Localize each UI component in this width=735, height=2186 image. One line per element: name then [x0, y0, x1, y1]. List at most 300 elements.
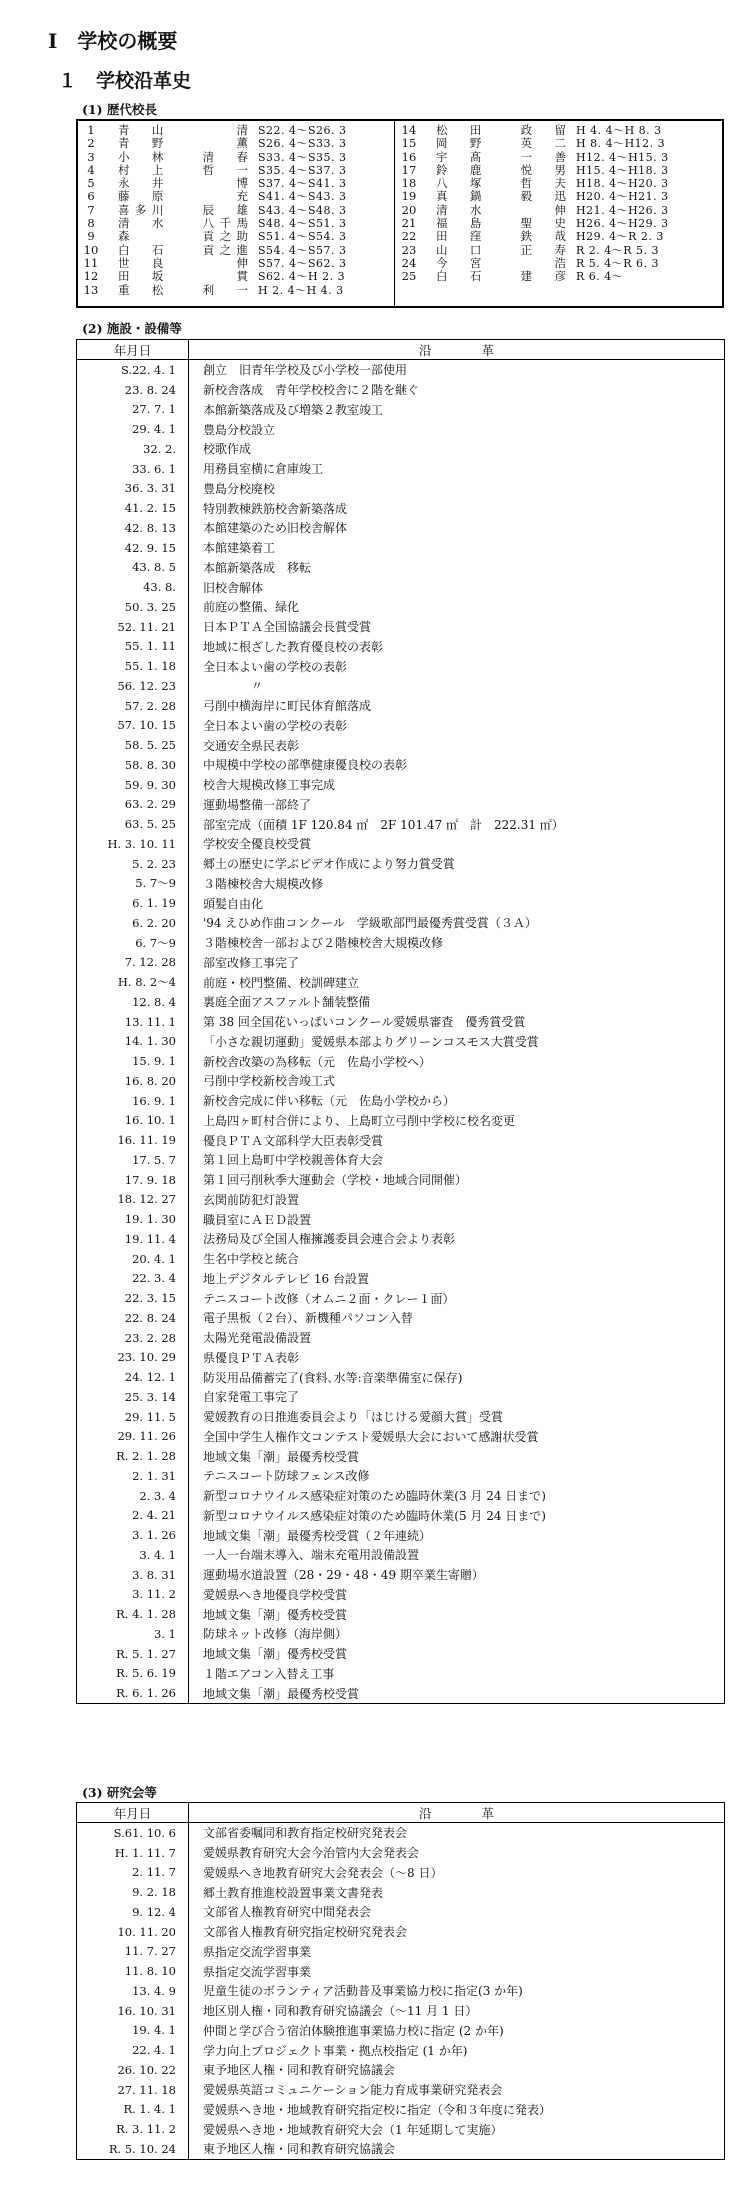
table-row: [77, 1664, 725, 1684]
table-row: [77, 1328, 725, 1348]
row-date: 29. 11. 26: [77, 1427, 189, 1447]
principal-name: 鈴 鹿 悦 男: [436, 162, 566, 177]
row-date: 17. 9. 18: [77, 1170, 189, 1190]
row-history: 文部省人権教育研究指定校研究発表会: [189, 1922, 725, 1942]
row-history: 愛媛教育の日推進委員会より「はじける愛顔大賞」受賞: [189, 1407, 725, 1427]
row-history: 仲間と学び合う宿泊体験推進事業協力校に指定 (2 か年): [189, 2021, 725, 2041]
row-history: 頭髪自由化: [189, 893, 725, 913]
row-history: 部室改修工事完了: [189, 953, 725, 973]
row-history: 上島四ヶ町村合併により、上島町立弓削中学校に校名変更: [189, 1111, 725, 1131]
row-date: R. 5. 10. 24: [77, 2139, 189, 2159]
row-history: ３階棟校舎一部および２階棟校舎大規模改修: [189, 933, 725, 953]
row-date: 6. 1. 19: [77, 893, 189, 913]
row-history: 地上デジタルテレビ 16 台設置: [189, 1269, 725, 1289]
row-date: 56. 12. 23: [77, 676, 189, 696]
row-history: 全国中学生人権作文コンテスト愛媛県大会において感謝状受賞: [189, 1427, 725, 1447]
principal-term: H 2. 4～H 4. 3: [258, 283, 344, 297]
table-header-row: [77, 340, 725, 360]
row-history: 「小さな親切運動」愛媛県本部よりグリーンコスモス大賞受賞: [189, 1032, 725, 1052]
principal-number: 15: [401, 136, 417, 151]
row-history: 新型コロナウイルス感染症対策のため臨時休業(5 月 24 日まで): [189, 1506, 725, 1526]
table-row: [77, 1150, 725, 1170]
principal-number: 11: [83, 255, 99, 270]
row-history: 交通安全県民表彰: [189, 735, 725, 755]
row-date: 27. 7. 1: [77, 400, 189, 420]
row-history: 第 38 回全国花いっぱいコンクール愛媛県審査 優秀賞受賞: [189, 1012, 725, 1032]
row-history: 中規模中学校の部準健康優良校の表彰: [189, 755, 725, 775]
row-history: 職員室にＡＥＤ設置: [189, 1209, 725, 1229]
principal-name: 福 島 聖 史: [436, 216, 566, 231]
row-history: 弓削中学校新校舎竣工式: [189, 1071, 725, 1091]
principal-name: 岡 野 英 二: [436, 136, 566, 151]
row-date: R. 4. 1. 28: [77, 1604, 189, 1624]
column-header-history: 沿 革: [189, 340, 725, 360]
principal-name: 田 窪 鉄 哉: [436, 229, 566, 244]
row-history: 〃: [189, 676, 725, 696]
table-row: [77, 913, 725, 933]
row-date: 43. 8.: [77, 577, 189, 597]
row-history: 本館建築着工: [189, 538, 725, 558]
row-date: 42. 9. 15: [77, 538, 189, 558]
principal-name: 真 鍋 毅 迅: [436, 189, 566, 204]
table-row: [77, 893, 725, 913]
row-history: 学力向上プロジェクト事業・拠点校指定 (1 か年): [189, 2040, 725, 2060]
table-row: [77, 1288, 725, 1308]
facilities-heading: (2) 施設・設備等: [82, 321, 182, 336]
principal-term: S41. 4～S43. 3: [258, 190, 347, 204]
row-history: 新校舎改築の為移転（元 佐島小学校へ）: [189, 1051, 725, 1071]
principal-number: 7: [87, 202, 95, 217]
row-date: 50. 3. 25: [77, 597, 189, 617]
table-row: [77, 1407, 725, 1427]
table-row: [77, 479, 725, 499]
row-date: 16. 10. 1: [77, 1111, 189, 1131]
principal-number: 14: [401, 123, 417, 137]
row-date: 15. 9. 1: [77, 1051, 189, 1071]
row-date: 22. 8. 24: [77, 1308, 189, 1328]
principal-number: 20: [401, 202, 417, 217]
principal-name: 青 山 清: [118, 123, 248, 137]
row-history: 豊島分校廃校: [189, 479, 725, 499]
row-date: 18. 12. 27: [77, 1190, 189, 1210]
table-row: [77, 518, 725, 538]
table-row: [77, 2100, 725, 2120]
principal-term: S51. 4～S54. 3: [258, 230, 347, 244]
table-row: [77, 1922, 725, 1942]
principal-number: 18: [401, 176, 417, 191]
row-date: 13. 4. 9: [77, 1981, 189, 2001]
table-row: [77, 459, 725, 479]
table-row: [77, 676, 725, 696]
table-row: [77, 972, 725, 992]
row-history: 優良ＰＴＡ文部科学大臣表彰受賞: [189, 1130, 725, 1150]
row-history: 東予地区人権・同和教育研究協議会: [189, 2139, 725, 2159]
row-history: 愛媛県へき地・地域教育研究大会（1 年延期して実施）: [189, 2119, 725, 2139]
row-date: 11. 7. 27: [77, 1942, 189, 1962]
principal-number: 10: [83, 242, 99, 257]
facilities-table: [76, 339, 725, 1704]
principal-term: H26. 4～H29. 3: [576, 217, 669, 231]
row-history: 愛媛県英語コミュニケーション能力育成事業研究発表会: [189, 2080, 725, 2100]
table-row: [77, 1644, 725, 1664]
principal-term: H20. 4～H21. 3: [576, 190, 669, 204]
row-history: 地域文集「潮」最優秀校受賞（２年連続）: [189, 1525, 725, 1545]
principal-name: 田 坂 貫: [118, 269, 248, 284]
row-date: 3. 1. 26: [77, 1525, 189, 1545]
row-history: 運動場整備一部終了: [189, 795, 725, 815]
row-date: 16. 8. 20: [77, 1071, 189, 1091]
principal-term: S26. 4～S33. 3: [258, 137, 347, 151]
table-row: [77, 1348, 725, 1368]
row-date: 3. 4. 1: [77, 1545, 189, 1565]
row-history: 運動場水道設置（28・29・48・49 期卒業生寄贈）: [189, 1565, 725, 1585]
table-row: [77, 755, 725, 775]
row-history: 文部省委嘱同和教育指定校研究発表会: [189, 1823, 725, 1843]
principal-name: 喜多川 辰 雄: [118, 202, 248, 217]
table-row: [77, 1525, 725, 1545]
table-row: [77, 834, 725, 854]
row-date: 43. 8. 5: [77, 558, 189, 578]
table-row: [77, 1308, 725, 1328]
table-row: [77, 1051, 725, 1071]
principal-term: S54. 4～S57. 3: [258, 243, 347, 257]
row-history: 弓削中横海岸に町民体育館落成: [189, 696, 725, 716]
row-history: 電子黒板（２台）、新機種パソコン入替: [189, 1308, 725, 1328]
row-history: 本館建築のため旧校舎解体: [189, 518, 725, 538]
row-date: 22. 3. 4: [77, 1269, 189, 1289]
row-history: 生名中学校と統合: [189, 1249, 725, 1269]
principal-term: S37. 4～S41. 3: [258, 177, 347, 191]
principal-term: S62. 4～H 2. 3: [258, 270, 346, 284]
principal-name: 松 田 政 留: [436, 123, 566, 137]
table-row: [77, 1446, 725, 1466]
row-date: 10. 11. 20: [77, 1922, 189, 1942]
row-date: R. 1. 4. 1: [77, 2100, 189, 2120]
principal-term: S33. 4～S35. 3: [258, 150, 347, 164]
row-date: 22. 4. 1: [77, 2040, 189, 2060]
row-date: H. 3. 10. 11: [77, 834, 189, 854]
principal-number: 9: [87, 229, 95, 244]
table-row: [77, 1683, 725, 1703]
row-history: 全日本よい歯の学校の表彰: [189, 656, 725, 676]
row-history: 前庭・校門整備、校訓碑建立: [189, 972, 725, 992]
principal-number: 4: [87, 162, 95, 177]
table-row: [77, 637, 725, 657]
table-row: [77, 1269, 725, 1289]
row-history: 豊島分校設立: [189, 419, 725, 439]
principals-box: [76, 119, 724, 308]
principal-name: 今 宮 浩: [436, 255, 566, 270]
table-row: [77, 1942, 725, 1962]
row-history: 新校舎完成に伴い移転（元 佐島小学校から）: [189, 1091, 725, 1111]
row-date: 20. 4. 1: [77, 1249, 189, 1269]
row-date: 17. 5. 7: [77, 1150, 189, 1170]
row-date: 42. 8. 13: [77, 518, 189, 538]
principal-number: 22: [401, 229, 417, 244]
row-date: 6. 7～9: [77, 933, 189, 953]
row-history: 児童生徒のボランティア活動普及事業協力校に指定(3 か年): [189, 1981, 725, 2001]
row-date: 19. 1. 30: [77, 1209, 189, 1229]
principal-number: 24: [401, 255, 417, 270]
row-history: 全日本よい歯の学校の表彰: [189, 716, 725, 736]
row-history: 部室完成（面積 1F 120.84 ㎡ 2F 101.47 ㎡ 計 222.31 ㎡）: [189, 814, 725, 834]
chapter-title: Ⅰ 学校の概要: [48, 29, 178, 53]
table-row: [77, 1981, 725, 2001]
row-date: 26. 10. 22: [77, 2060, 189, 2080]
principal-term: S48. 4～S51. 3: [258, 217, 347, 231]
principal-name: 白 石 建 彦: [436, 269, 566, 284]
row-history: 地域文集「潮」最優秀校受賞: [189, 1446, 725, 1466]
principal-term: H18. 4～H20. 3: [576, 177, 669, 191]
principal-name: 藤 原 充: [118, 189, 248, 204]
row-date: 5. 7～9: [77, 874, 189, 894]
row-date: R. 5. 6. 19: [77, 1664, 189, 1684]
row-date: R. 2. 1. 28: [77, 1446, 189, 1466]
row-date: 5. 2. 23: [77, 854, 189, 874]
row-date: 2. 4. 21: [77, 1506, 189, 1526]
table-row: [77, 2139, 725, 2159]
principal-name: 清 水 八千馬: [118, 216, 248, 231]
principal-term: S35. 4～S37. 3: [258, 163, 347, 177]
table-row: [77, 1130, 725, 1150]
row-date: 13. 11. 1: [77, 1012, 189, 1032]
principal-term: R 6. 4～: [576, 270, 624, 284]
principal-number: 3: [87, 149, 95, 164]
table-row: [77, 617, 725, 637]
row-date: 57. 2. 28: [77, 696, 189, 716]
principal-name: 小 林 清 春: [118, 149, 248, 164]
principal-term: S57. 4～S62. 3: [258, 256, 347, 270]
row-date: 16. 9. 1: [77, 1091, 189, 1111]
row-history: 校歌作成: [189, 439, 725, 459]
principal-number: 21: [401, 216, 417, 231]
table-row: [77, 1190, 725, 1210]
table-row: [77, 1367, 725, 1387]
table-row: [77, 1249, 725, 1269]
row-history: 地区別人権・同和教育研究協議会（～11 月 1 日）: [189, 2001, 725, 2021]
row-date: 55. 1. 18: [77, 656, 189, 676]
row-date: 41. 2. 15: [77, 498, 189, 518]
table-row: [77, 360, 725, 380]
row-history: 学校安全優良校受賞: [189, 834, 725, 854]
principal-number: 25: [401, 269, 417, 284]
row-date: 29. 11. 5: [77, 1407, 189, 1427]
principal-term: H29. 4～R 2. 3: [576, 230, 664, 244]
principal-number: 13: [83, 282, 99, 297]
row-history: 地域に根ざした教育優良校の表彰: [189, 637, 725, 657]
table-row: [77, 419, 725, 439]
row-history: 愛媛県へき地教育研究大会発表会（～8 日）: [189, 1863, 725, 1883]
row-date: 52. 11. 21: [77, 617, 189, 637]
row-history: 東予地区人権・同和教育研究協議会: [189, 2060, 725, 2080]
row-history: 太陽光発電設備設置: [189, 1328, 725, 1348]
table-row: [77, 1604, 725, 1624]
table-row: [77, 814, 725, 834]
table-row: [77, 1585, 725, 1605]
row-date: 27. 11. 18: [77, 2080, 189, 2100]
table-row: [77, 1902, 725, 1922]
row-history: 日本ＰＴＡ全国協議会長賞受賞: [189, 617, 725, 637]
row-date: 19. 4. 1: [77, 2021, 189, 2041]
row-date: 11. 8. 10: [77, 1961, 189, 1981]
principal-number: 6: [87, 189, 95, 204]
row-date: 6. 2. 20: [77, 913, 189, 933]
column-header-history: 沿 革: [189, 1803, 725, 1823]
principal-number: 5: [87, 176, 95, 191]
principal-name: 森 貢之助: [118, 229, 248, 244]
row-history: 愛媛県教育研究大会今治管内大会発表会: [189, 1843, 725, 1863]
row-history: 県指定交流学習事業: [189, 1942, 725, 1962]
row-date: 2. 11. 7: [77, 1863, 189, 1883]
table-row: [77, 696, 725, 716]
row-history: 裏庭全面アスファルト舗装整備: [189, 992, 725, 1012]
row-history: 校舎大規模改修工事完成: [189, 775, 725, 795]
row-date: S.22. 4. 1: [77, 360, 189, 380]
principals-heading: (1) 歴代校長: [82, 102, 157, 117]
row-history: 旧校舎解体: [189, 577, 725, 597]
table-row: [77, 656, 725, 676]
principal-term: H21. 4～H26. 3: [576, 203, 669, 217]
principal-name: 青 野 薫: [118, 136, 248, 151]
principal-number: 16: [401, 149, 417, 164]
principal-name: 山 口 正 寿: [436, 242, 566, 257]
table-row: [77, 1387, 725, 1407]
row-history: 自家発電工事完了: [189, 1387, 725, 1407]
column-header-date: 年月日: [77, 340, 189, 360]
principal-term: R 2. 4～R 5. 3: [576, 243, 660, 257]
table-row: [77, 1863, 725, 1883]
row-history: テニスコート改修（オムニ２面・クレー１面）: [189, 1288, 725, 1308]
row-date: 59. 9. 30: [77, 775, 189, 795]
table-row: [77, 558, 725, 578]
row-date: 22. 3. 15: [77, 1288, 189, 1308]
row-date: 58. 5. 25: [77, 735, 189, 755]
principal-name: 重 松 利 一: [118, 282, 248, 297]
row-date: 57. 10. 15: [77, 716, 189, 736]
row-history: 本館新築落成 移転: [189, 558, 725, 578]
principal-number: 2: [87, 136, 95, 151]
table-row: [77, 2021, 725, 2041]
principal-number: 12: [83, 269, 99, 284]
row-date: 9. 12. 4: [77, 1902, 189, 1922]
row-date: 23. 8. 24: [77, 380, 189, 400]
row-history: 法務局及び全国人権擁護委員会連合会より表彰: [189, 1229, 725, 1249]
row-date: 16. 11. 19: [77, 1130, 189, 1150]
table-row: [77, 1843, 725, 1863]
row-history: 郷土教育推進校設置事業文書発表: [189, 1882, 725, 1902]
table-row: [77, 400, 725, 420]
row-history: 本館新築落成及び増築２教室竣工: [189, 400, 725, 420]
table-row: [77, 538, 725, 558]
table-row: [77, 953, 725, 973]
table-row: [77, 597, 725, 617]
row-history: 地域文集「潮」優秀校受賞: [189, 1604, 725, 1624]
row-date: 33. 6. 1: [77, 459, 189, 479]
row-history: 県指定交流学習事業: [189, 1961, 725, 1981]
principal-name: 世 良 伸: [118, 255, 248, 270]
row-history: 創立 旧青年学校及び小学校一部使用: [189, 360, 725, 380]
row-history: 新型コロナウイルス感染症対策のため臨時休業(3 月 24 日まで): [189, 1486, 725, 1506]
row-date: 16. 10. 31: [77, 2001, 189, 2021]
table-row: [77, 1427, 725, 1447]
row-date: R. 5. 1. 27: [77, 1644, 189, 1664]
row-date: H. 8. 2～4: [77, 972, 189, 992]
table-header-row: [77, 1803, 725, 1823]
table-row: [77, 1170, 725, 1190]
row-date: 3. 8. 31: [77, 1565, 189, 1585]
principal-term: S43. 4～S48. 3: [258, 203, 347, 217]
row-history: １階エアコン入替え工事: [189, 1664, 725, 1684]
row-history: 前庭の整備、緑化: [189, 597, 725, 617]
row-history: テニスコート防球フェンス改修: [189, 1466, 725, 1486]
table-row: [77, 2080, 725, 2100]
principal-number: 8: [87, 216, 95, 231]
table-row: [77, 716, 725, 736]
principal-term: R 5. 4～R 6. 3: [576, 256, 660, 270]
row-history: ３階棟校舎大規模改修: [189, 874, 725, 894]
table-row: [77, 1545, 725, 1565]
table-row: [77, 1624, 725, 1644]
row-date: 7. 12. 28: [77, 953, 189, 973]
row-history: 愛媛県へき地優良学校受賞: [189, 1585, 725, 1605]
principal-name: 白 石 貢之進: [118, 242, 248, 257]
row-date: 63. 2. 29: [77, 795, 189, 815]
row-history: '94 えひめ作曲コンクール 学級歌部門最優秀賞受賞（３Ａ）: [189, 913, 725, 933]
table-row: [77, 1209, 725, 1229]
principal-number: 23: [401, 242, 417, 257]
row-date: 3. 1: [77, 1624, 189, 1644]
column-header-date: 年月日: [77, 1803, 189, 1823]
row-date: 55. 1. 11: [77, 637, 189, 657]
table-row: [77, 2119, 725, 2139]
principal-name: 清 水 伸: [436, 202, 566, 217]
principal-number: 1: [87, 123, 95, 137]
row-history: 新校舎落成 青年学校校舎に２階を継ぐ: [189, 380, 725, 400]
table-row: [77, 1823, 725, 1843]
row-date: 2. 3. 4: [77, 1486, 189, 1506]
row-history: 県優良ＰＴＡ表彰: [189, 1348, 725, 1368]
table-row: [77, 1071, 725, 1091]
table-row: [77, 1882, 725, 1902]
row-history: 一人一台端末導入、端末充電用設備設置: [189, 1545, 725, 1565]
row-history: 防災用品備蓄完了(食料､水等:音楽準備室に保存): [189, 1367, 725, 1387]
principal-number: 17: [401, 162, 417, 177]
row-history: 用務員室横に倉庫竣工: [189, 459, 725, 479]
principal-term: H12. 4～H15. 3: [576, 150, 669, 164]
table-row: [77, 380, 725, 400]
table-row: [77, 577, 725, 597]
section-title: １ 学校沿革史: [58, 70, 192, 92]
table-row: [77, 992, 725, 1012]
row-date: 12. 8. 4: [77, 992, 189, 1012]
row-history: 玄関前防犯灯設置: [189, 1190, 725, 1210]
row-history: 防球ネット改修（海岸側）: [189, 1624, 725, 1644]
principal-name: 永 井 博: [118, 176, 248, 191]
principals-divider: [394, 121, 395, 306]
research-heading: (3) 研究会等: [82, 1785, 157, 1800]
table-row: [77, 1091, 725, 1111]
principal-name: 八 塚 哲 夫: [436, 176, 566, 191]
row-date: S.61. 10. 6: [77, 1823, 189, 1843]
row-history: 文部省人権教育研究中間発表会: [189, 1902, 725, 1922]
row-history: 郷土の歴史に学ぶビデオ作成により努力賞受賞: [189, 854, 725, 874]
principal-name: 村 上 哲 一: [118, 162, 248, 177]
principal-term: H 8. 4～H12. 3: [576, 137, 666, 151]
principal-term: H15. 4～H18. 3: [576, 163, 669, 177]
row-date: 32. 2.: [77, 439, 189, 459]
table-row: [77, 735, 725, 755]
row-date: 63. 5. 25: [77, 814, 189, 834]
